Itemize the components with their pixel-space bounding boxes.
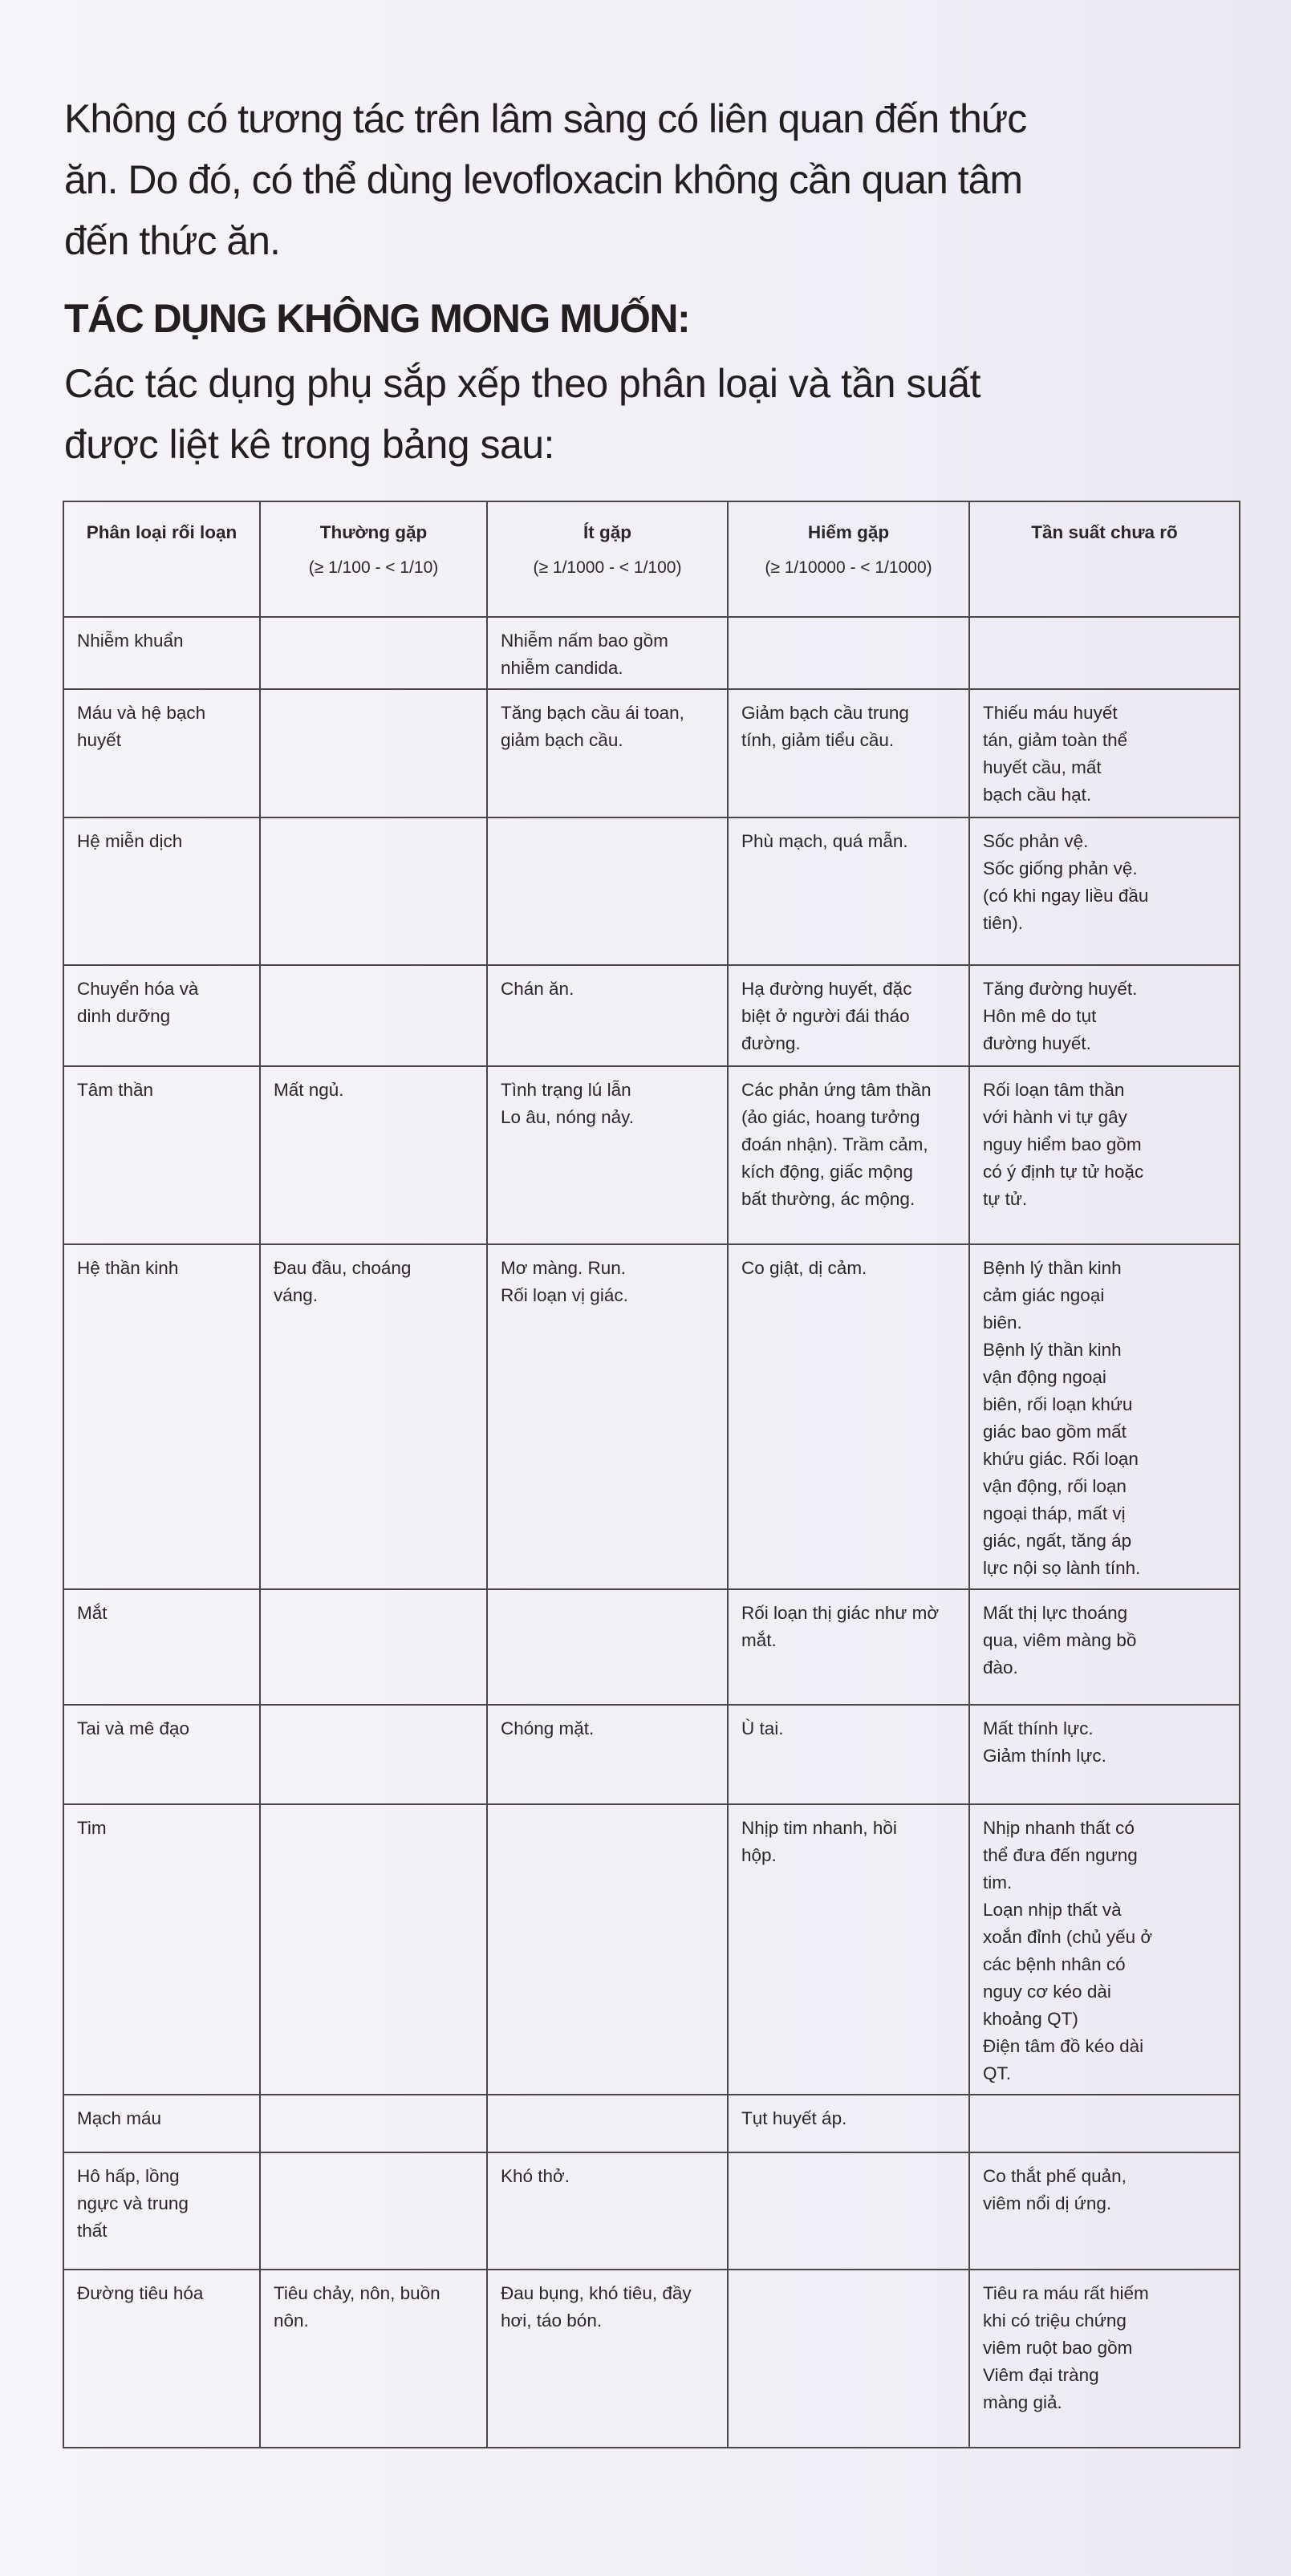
cell-common (260, 1066, 487, 1244)
cell-line: viêm ruột bao gồm (983, 2338, 1133, 2358)
cell-rare (728, 965, 969, 1066)
header-uncommon: Ít gặp (≥ 1/1000 - < 1/100) (487, 501, 728, 617)
cell-line: Đau bụng, khó tiêu, đầy (501, 2283, 692, 2303)
cell-line: tán, giảm toàn thể (983, 730, 1128, 750)
cell-disorder-class (63, 2270, 260, 2448)
cell-disorder-class (63, 965, 260, 1066)
cell-line: khoảng QT) (983, 2009, 1078, 2029)
cell-line: Nhịp tim nhanh, hồi (741, 1818, 897, 1838)
cell-line: Điện tâm đồ kéo dài (983, 2036, 1144, 2056)
cell-rare (728, 1066, 969, 1244)
cell-line: hơi, táo bón. (501, 2310, 603, 2331)
cell-line: vận động ngoại (983, 1367, 1106, 1387)
cell-line: tự tử. (983, 1189, 1028, 1209)
cell-line: Mất ngủ. (274, 1080, 344, 1100)
cell-rare (728, 1804, 969, 2095)
cell-rare (728, 2095, 969, 2152)
cell-line: Thiếu máu huyết (983, 703, 1118, 723)
cell-common (260, 817, 487, 965)
cell-rare (728, 617, 969, 689)
section-desc-line-2: được liệt kê trong bảng sau: (64, 422, 554, 467)
cell-line: huyết (77, 730, 122, 750)
cell-line: Rối loạn thị giác như mờ (741, 1603, 940, 1623)
cell-common (260, 965, 487, 1066)
cell-line: giảm bạch cầu. (501, 730, 623, 750)
header-common: Thường gặp (≥ 1/100 - < 1/10) (260, 501, 487, 617)
cell-disorder-class (63, 1705, 260, 1804)
cell-line: Nhiễm nấm bao gồm (501, 631, 668, 651)
cell-rare (728, 689, 969, 817)
cell-line: Tình trạng lú lẫn (501, 1080, 631, 1100)
cell-line: khi có triệu chứng (983, 2310, 1127, 2331)
cell-uncommon (487, 2152, 728, 2270)
cell-unknown-frequency (969, 1589, 1240, 1705)
cell-line: Chóng mặt. (501, 1718, 595, 1738)
cell-line: Tiêu ra máu rất hiếm (983, 2283, 1149, 2303)
cell-line: nôn. (274, 2310, 309, 2331)
table-row (63, 617, 1240, 689)
cell-line: các bệnh nhân có (983, 1954, 1126, 1974)
cell-line: tim. (983, 1872, 1013, 1892)
cell-line: vận động, rối loạn (983, 1476, 1127, 1496)
cell-line: ngực và trung (77, 2193, 189, 2213)
cell-disorder-class (63, 2152, 260, 2270)
table-row (63, 1589, 1240, 1705)
intro-line-3: đến thức ăn. (64, 218, 280, 263)
cell-rare (728, 2270, 969, 2448)
cell-line: hộp. (741, 1845, 777, 1865)
cell-uncommon (487, 817, 728, 965)
cell-line: tính, giảm tiểu cầu. (741, 730, 895, 750)
cell-line: bất thường, ác mộng. (741, 1189, 915, 1209)
cell-line: thể đưa đến ngưng (983, 1845, 1138, 1865)
cell-line: Tụt huyết áp. (741, 2108, 847, 2128)
cell-line: đào. (983, 1657, 1018, 1677)
cell-line: Giảm bạch cầu trung (741, 703, 909, 723)
cell-line: nguy cơ kéo dài (983, 1982, 1111, 2002)
cell-disorder-class (63, 617, 260, 689)
cell-line: giác bao gồm mất (983, 1422, 1127, 1442)
cell-uncommon (487, 1705, 728, 1804)
cell-line: bạch cầu hạt. (983, 785, 1092, 805)
cell-line: Co giật, dị cảm. (741, 1258, 867, 1278)
cell-line: Hạ đường huyết, đặc (741, 979, 912, 999)
cell-line: Loạn nhịp thất và (983, 1900, 1122, 1920)
cell-line: viêm nổi dị ứng. (983, 2193, 1112, 2213)
cell-line: lực nội sọ lành tính. (983, 1558, 1141, 1578)
cell-unknown-frequency (969, 1066, 1240, 1244)
cell-line: huyết cầu, mất (983, 757, 1102, 777)
cell-line: Rối loạn tâm thần (983, 1080, 1125, 1100)
cell-uncommon (487, 689, 728, 817)
cell-disorder-class (63, 1804, 260, 2095)
cell-uncommon (487, 965, 728, 1066)
cell-line: Các phản ứng tâm thần (741, 1080, 932, 1100)
cell-line: Hệ miễn dịch (77, 831, 183, 851)
cell-line: đoán nhận). Trầm cảm, (741, 1134, 928, 1154)
cell-uncommon (487, 1804, 728, 2095)
intro-line-1: Không có tương tác trên lâm sàng có liên quan đến thức (64, 96, 1027, 141)
cell-line: mắt. (741, 1630, 777, 1650)
table-header-row (63, 501, 1240, 617)
cell-line: Chán ăn. (501, 979, 574, 999)
cell-line: Sốc phản vệ. (983, 831, 1089, 851)
table-row (63, 1244, 1240, 1589)
cell-line: (có khi ngay liều đầu (983, 886, 1149, 906)
cell-disorder-class (63, 817, 260, 965)
cell-line: đường huyết. (983, 1033, 1091, 1053)
cell-line: (ảo giác, hoang tưởng (741, 1107, 920, 1127)
table-row (63, 2095, 1240, 2152)
cell-line: có ý định tự tử hoặc (983, 1162, 1144, 1182)
cell-line: Hô hấp, lồng (77, 2166, 180, 2186)
cell-line: nguy hiểm bao gồm (983, 1134, 1142, 1154)
cell-line: Tiêu chảy, nôn, buồn (274, 2283, 440, 2303)
cell-uncommon (487, 1066, 728, 1244)
section-desc-line-1: Các tác dụng phụ sắp xếp theo phân loại và tần suất (64, 361, 981, 406)
cell-unknown-frequency (969, 1244, 1240, 1589)
cell-disorder-class (63, 1244, 260, 1589)
cell-disorder-class (63, 1066, 260, 1244)
cell-line: Máu và hệ bạch (77, 703, 206, 723)
cell-uncommon (487, 2095, 728, 2152)
table-row (63, 817, 1240, 965)
cell-line: biên. (983, 1312, 1022, 1333)
cell-common (260, 617, 487, 689)
cell-line: Khó thở. (501, 2166, 570, 2186)
table-row (63, 1066, 1240, 1244)
cell-line: Đường tiêu hóa (77, 2283, 204, 2303)
cell-line: Đau đầu, choáng (274, 1258, 412, 1278)
table-row (63, 689, 1240, 817)
cell-disorder-class (63, 1589, 260, 1705)
cell-common (260, 689, 487, 817)
cell-line: Mất thị lực thoáng (983, 1603, 1128, 1623)
cell-line: Mơ màng. Run. (501, 1258, 627, 1278)
cell-common (260, 1244, 487, 1589)
cell-rare (728, 2152, 969, 2270)
cell-line: Nhịp nhanh thất có (983, 1818, 1135, 1838)
cell-unknown-frequency (969, 817, 1240, 965)
cell-uncommon (487, 2270, 728, 2448)
cell-line: biên, rối loạn khứu (983, 1394, 1133, 1414)
table-row (63, 1705, 1240, 1804)
cell-line: Hôn mê do tụt (983, 1006, 1097, 1026)
header-unknown-frequency: Tần suất chưa rõ (969, 501, 1240, 617)
cell-line: QT. (983, 2063, 1012, 2083)
cell-unknown-frequency (969, 1705, 1240, 1804)
table-row (63, 1804, 1240, 2095)
cell-line: nhiễm candida. (501, 658, 623, 678)
cell-uncommon (487, 1589, 728, 1705)
cell-line: khứu giác. Rối loạn (983, 1449, 1139, 1469)
intro-line-2: ăn. Do đó, có thể dùng levofloxacin không cần quan tâm (64, 157, 1023, 202)
cell-common (260, 1705, 487, 1804)
cell-line: qua, viêm màng bồ (983, 1630, 1137, 1650)
cell-line: Sốc giống phản vệ. (983, 858, 1138, 878)
cell-line: Lo âu, nóng nảy. (501, 1107, 634, 1127)
cell-line: Bệnh lý thần kinh (983, 1258, 1122, 1278)
cell-line: tiên). (983, 913, 1024, 933)
cell-common (260, 2152, 487, 2270)
cell-line: Tai và mê đạo (77, 1718, 190, 1738)
cell-line: Phù mạch, quá mẫn. (741, 831, 908, 851)
cell-unknown-frequency (969, 2270, 1240, 2448)
cell-common (260, 1589, 487, 1705)
intro-paragraph (64, 88, 1252, 271)
table-row (63, 2152, 1240, 2270)
cell-line: Nhiễm khuẩn (77, 631, 184, 651)
cell-line: màng giả. (983, 2392, 1062, 2412)
cell-disorder-class (63, 2095, 260, 2152)
cell-line: Mắt (77, 1603, 108, 1623)
cell-unknown-frequency (969, 2152, 1240, 2270)
cell-line: giác, ngất, tăng áp (983, 1531, 1132, 1551)
cell-uncommon (487, 617, 728, 689)
cell-line: đường. (741, 1033, 801, 1053)
section-title: TÁC DỤNG KHÔNG MONG MUỐN: (64, 296, 690, 341)
cell-common (260, 2270, 487, 2448)
cell-line: biệt ở người đái tháo (741, 1006, 910, 1026)
cell-line: Tim (77, 1818, 107, 1838)
cell-line: Mất thính lực. (983, 1718, 1094, 1738)
cell-unknown-frequency (969, 1804, 1240, 2095)
cell-line: Tăng đường huyết. (983, 979, 1138, 999)
cell-line: Viêm đại tràng (983, 2365, 1099, 2385)
cell-line: cảm giác ngoại (983, 1285, 1105, 1305)
cell-unknown-frequency (969, 617, 1240, 689)
cell-line: Co thắt phế quản, (983, 2166, 1127, 2186)
cell-unknown-frequency (969, 965, 1240, 1066)
cell-line: Giảm thính lực. (983, 1746, 1106, 1766)
cell-line: Rối loạn vị giác. (501, 1285, 628, 1305)
cell-line: Mạch máu (77, 2108, 162, 2128)
cell-line: Hệ thần kinh (77, 1258, 179, 1278)
header-disorder-class: Phân loại rối loạn (63, 501, 260, 617)
cell-rare (728, 1705, 969, 1804)
cell-rare (728, 817, 969, 965)
header-rare: Hiếm gặp (≥ 1/10000 - < 1/1000) (728, 501, 969, 617)
cell-rare (728, 1244, 969, 1589)
cell-line: Chuyển hóa và (77, 979, 199, 999)
cell-uncommon (487, 1244, 728, 1589)
cell-line: Bệnh lý thần kinh (983, 1340, 1122, 1360)
cell-common (260, 2095, 487, 2152)
cell-rare (728, 1589, 969, 1705)
cell-line: Tăng bạch cầu ái toan, (501, 703, 684, 723)
cell-line: váng. (274, 1285, 319, 1305)
cell-line: ngoại tháp, mất vị (983, 1503, 1126, 1523)
cell-unknown-frequency (969, 689, 1240, 817)
cell-line: thất (77, 2221, 108, 2241)
table-row (63, 965, 1240, 1066)
side-effects-table (63, 501, 1240, 2448)
section-description (64, 353, 1252, 475)
cell-line: dinh dưỡng (77, 1006, 171, 1026)
cell-line: kích động, giấc mộng (741, 1162, 913, 1182)
cell-common (260, 1804, 487, 2095)
cell-line: với hành vi tự gây (983, 1107, 1127, 1127)
cell-disorder-class (63, 689, 260, 817)
table-body (63, 617, 1240, 2448)
table-row (63, 2270, 1240, 2448)
cell-unknown-frequency (969, 2095, 1240, 2152)
cell-line: xoắn đỉnh (chủ yếu ở (983, 1927, 1153, 1947)
cell-line: Tâm thần (77, 1080, 154, 1100)
cell-line: Ù tai. (741, 1718, 784, 1738)
